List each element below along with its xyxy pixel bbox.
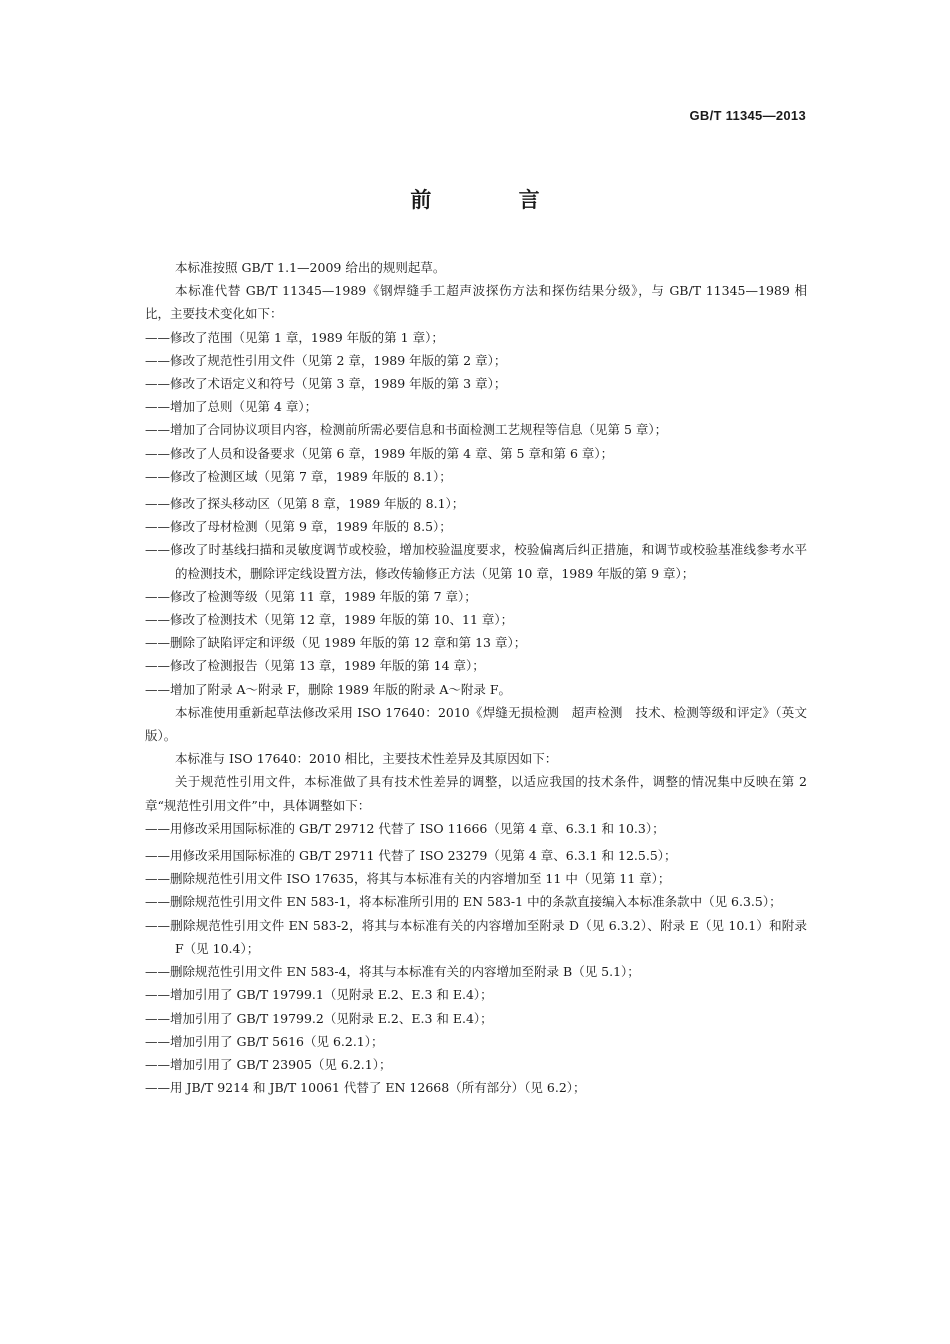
list-item: ——删除了缺陷评定和评级（见 1989 年版的第 12 章和第 13 章）；: [145, 635, 527, 651]
list-item: ——删除规范性引用文件 ISO 17635，将其与本标准有关的内容增加至 11 中（见第 11 章）；: [145, 871, 671, 887]
list-item: ——删除规范性引用文件 EN 583-1，将本标准所引用的 EN 583-1 中的条款直接编入本标准条款中（见 6.3.5）；: [145, 894, 782, 910]
list-item: ——修改了检测等级（见第 11 章，1989 年版的第 7 章）；: [145, 588, 477, 604]
foreword-body: [145, 256, 807, 1099]
paragraph: 关于规范性引用文件，本标准做了具有技术性差异的调整，以适应我国的技术条件，调整的情况集中反映在第 2 章“规范性引用文件”中，具体调整如下：: [145, 774, 807, 813]
standard-code: GB/T 11345—2013: [689, 108, 806, 123]
list-item: ——增加引用了 GB/T 19799.1（见附录 E.2、E.3 和 E.4）；: [145, 987, 493, 1003]
paragraph: 本标准与 ISO 17640：2010 相比，主要技术性差异及其原因如下：: [175, 751, 558, 767]
list-item: ——修改了范围（见第 1 章，1989 年版的第 1 章）；: [145, 329, 444, 345]
list-item: ——删除规范性引用文件 EN 583-2，将其与本标准有关的内容增加至附录 D（见 6.3.2）、附录 E（见 10.1）和附录 F（见 10.4）；: [145, 917, 807, 956]
list-item: ——用修改采用国际标准的 GB/T 29712 代替了 ISO 11666（见第 4 章、6.3.1 和 10.3）；: [145, 820, 665, 836]
list-item: ——增加了附录 A～附录 F，删除 1989 年版的附录 A～附录 F。: [145, 681, 512, 697]
list-item: ——用修改采用国际标准的 GB/T 29711 代替了 ISO 23279（见第 4 章、6.3.1 和 12.5.5）；: [145, 848, 677, 864]
list-item: ——增加引用了 GB/T 5616（见 6.2.1）；: [145, 1033, 384, 1049]
list-item: ——增加了合同协议项目内容，检测前所需必要信息和书面检测工艺规程等信息（见第 5 章）；: [145, 422, 668, 438]
list-item: ——增加了总则（见第 4 章）；: [145, 399, 318, 415]
list-item: ——修改了规范性引用文件（见第 2 章，1989 年版的第 2 章）；: [145, 352, 507, 368]
list-item: ——修改了时基线扫描和灵敏度调节或校验，增加校验温度要求，校验偏离后纠正措施，和调节或校验基准线参考水平的检测技术，删除评定线设置方法，修改传输修正方法（见第 10 章，1989 年版的第 9 章）；: [145, 542, 807, 581]
paragraph: 本标准使用重新起草法修改采用 ISO 17640：2010《焊缝无损检测 超声检测 技术、检测等级和评定》（英文版）。: [145, 704, 807, 744]
page-title: 前 言: [410, 188, 580, 212]
list-item: ——修改了术语定义和符号（见第 3 章，1989 年版的第 3 章）；: [145, 376, 507, 392]
list-item: ——修改了检测区域（见第 7 章，1989 年版的 8.1）；: [145, 468, 452, 484]
paragraph: 本标准代替 GB/T 11345—1989《钢焊缝手工超声波探伤方法和探伤结果分级》，与 GB/T 11345—1989 相比，主要技术变化如下：: [145, 283, 807, 322]
paragraph: 本标准按照 GB/T 1.1—2009 给出的规则起草。: [175, 260, 446, 275]
list-item: ——修改了母材检测（见第 9 章，1989 年版的 8.5）；: [145, 519, 452, 535]
list-item: ——增加引用了 GB/T 19799.2（见附录 E.2、E.3 和 E.4）；: [145, 1010, 493, 1026]
list-item: ——修改了检测技术（见第 12 章，1989 年版的第 10、11 章）；: [145, 612, 514, 628]
list-item: ——用 JB/T 9214 和 JB/T 10061 代替了 EN 12668（所有部分）（见 6.2）；: [145, 1080, 586, 1096]
list-item: ——修改了探头移动区（见第 8 章，1989 年版的 8.1）；: [145, 496, 465, 512]
list-item: ——修改了人员和设备要求（见第 6 章，1989 年版的第 4 章、第 5 章和第 6 章）；: [145, 445, 614, 461]
list-item: ——删除规范性引用文件 EN 583-4，将其与本标准有关的内容增加至附录 B（见 5.1）；: [145, 964, 640, 980]
list-item: ——增加引用了 GB/T 23905（见 6.2.1）；: [145, 1056, 392, 1072]
list-item: ——修改了检测报告（见第 13 章，1989 年版的第 14 章）；: [145, 658, 485, 674]
